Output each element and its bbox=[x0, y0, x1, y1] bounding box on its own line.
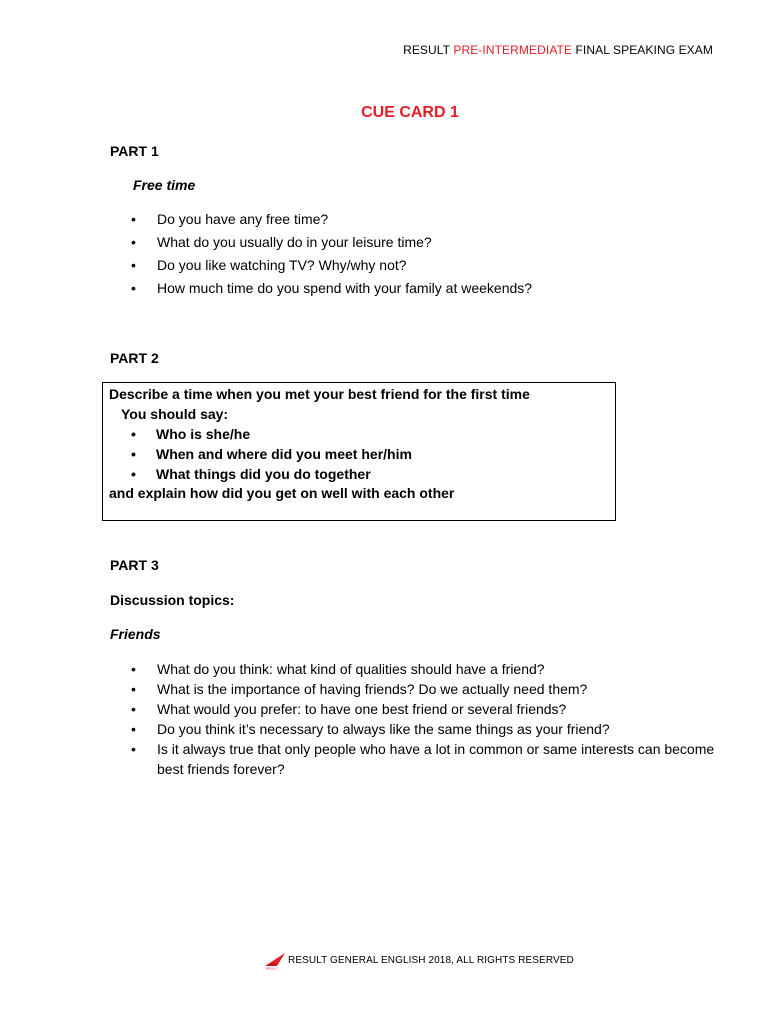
cue-card-title: CUE CARD 1 bbox=[361, 104, 459, 121]
bullet-icon: • bbox=[131, 721, 136, 737]
bullet-icon: • bbox=[131, 280, 136, 296]
part3-heading: PART 3 bbox=[110, 557, 159, 573]
bullet-icon: • bbox=[131, 257, 136, 273]
list-item: • Do you like watching TV? Why/why not? bbox=[131, 254, 532, 277]
part1-question-list bbox=[131, 208, 532, 300]
logo-text: RESULT bbox=[266, 966, 278, 970]
page-footer bbox=[264, 950, 574, 970]
list-item: • What would you prefer: to have one best friend or several friends? bbox=[131, 701, 567, 717]
part2-should-say: You should say: bbox=[121, 406, 229, 422]
bullet-icon: • bbox=[131, 211, 136, 227]
part1-heading: PART 1 bbox=[110, 143, 159, 159]
footer-copyright: RESULT GENERAL ENGLISH 2018, ALL RIGHTS RESERVED bbox=[288, 954, 574, 966]
bullet-icon: • bbox=[131, 661, 136, 677]
list-item: • What do you usually do in your leisure time? bbox=[131, 231, 532, 254]
bullet-icon: • bbox=[131, 681, 136, 697]
list-item: • Is it always true that only people who have a lot in common or same interests can become best friends forever? bbox=[131, 741, 715, 777]
list-item: • Do you think it’s necessary to always like the same things as your friend? bbox=[131, 721, 610, 737]
list-item: • Who is she/he bbox=[131, 426, 251, 442]
header-prefix: RESULT bbox=[403, 43, 454, 57]
part2-explain: and explain how did you get on well with each other bbox=[109, 485, 455, 501]
bullet-icon: • bbox=[131, 466, 136, 482]
header-level: PRE-INTERMEDIATE bbox=[453, 43, 573, 57]
list-item: • Do you have any free time? bbox=[131, 208, 532, 231]
part3-question-list bbox=[131, 659, 721, 779]
list-item: • When and where did you meet her/him bbox=[131, 446, 412, 462]
bullet-icon: • bbox=[131, 426, 136, 442]
part2-heading: PART 2 bbox=[110, 350, 159, 366]
part2-prompt: Describe a time when you met your best friend for the first time bbox=[109, 386, 530, 402]
bullet-icon: • bbox=[131, 741, 136, 757]
part3-topic: Friends bbox=[110, 626, 161, 642]
bullet-icon: • bbox=[131, 234, 136, 250]
page-header bbox=[403, 43, 713, 57]
list-item: • What is the importance of having friends? Do we actually need them? bbox=[131, 681, 588, 697]
list-item: • How much time do you spend with your family at weekends? bbox=[131, 277, 532, 300]
bullet-icon: • bbox=[131, 701, 136, 717]
list-item: • What things did you do together bbox=[131, 466, 371, 482]
part1-topic: Free time bbox=[133, 177, 196, 193]
part2-task-box bbox=[102, 382, 616, 521]
result-logo-icon bbox=[264, 950, 286, 970]
list-item: • What do you think: what kind of qualities should have a friend? bbox=[131, 661, 545, 677]
bullet-icon: • bbox=[131, 446, 136, 462]
header-suffix: FINAL SPEAKING EXAM bbox=[572, 43, 713, 57]
part3-discussion-label: Discussion topics: bbox=[110, 592, 235, 608]
